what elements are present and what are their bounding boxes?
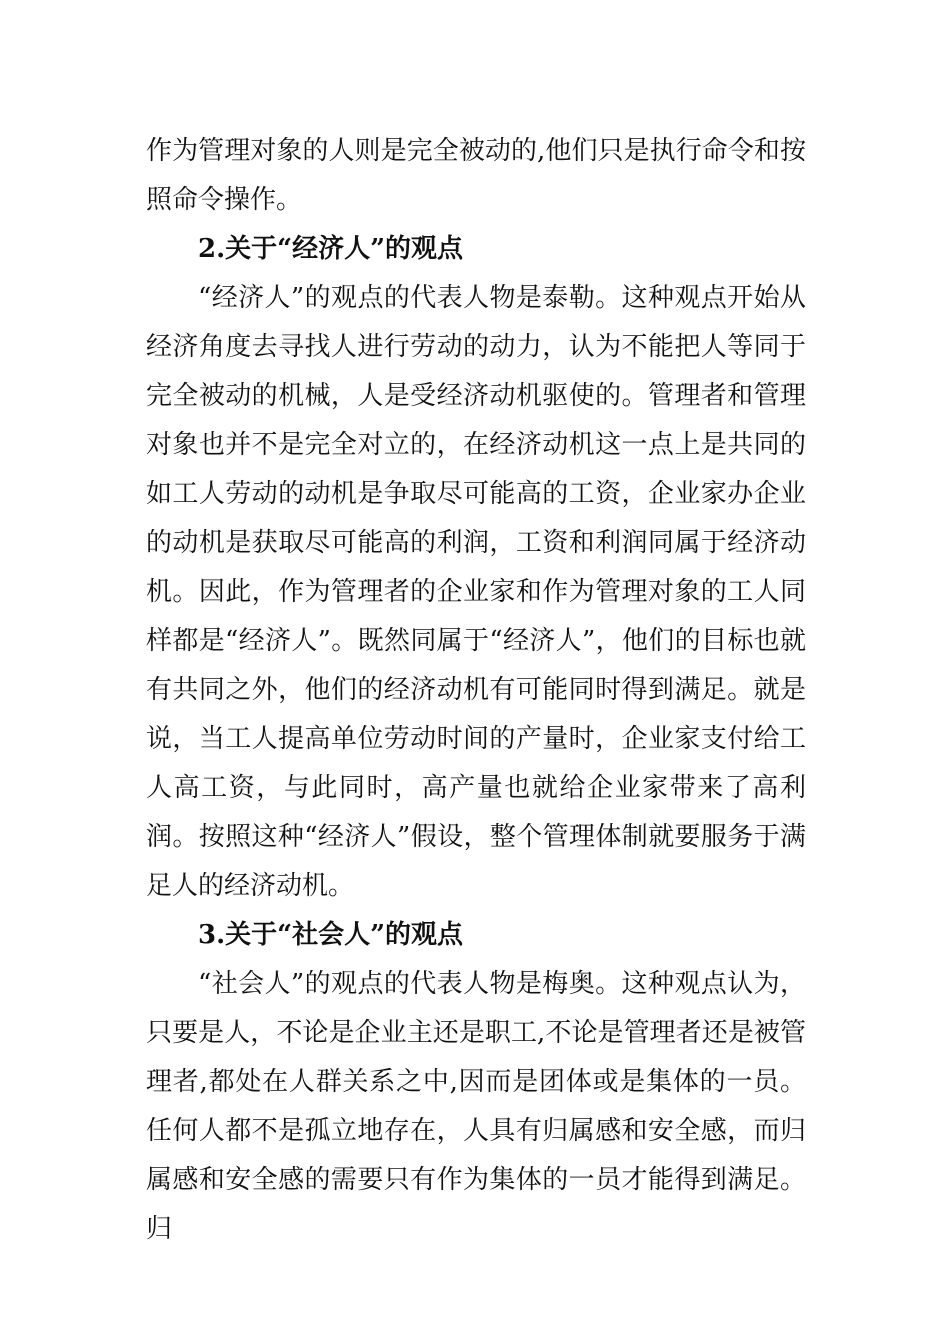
paragraph-continuation: 作为管理对象的人则是完全被动的,他们只是执行命令和按照命令操作。 [146,136,806,215]
paragraph-economic-man: “经济人”的观点的代表人物是泰勒。这种观点开始从经济角度去寻找人进行劳动的动力，认为不能把人等同于完全被动的机械，人是受经济动机驱使的。管理者和管理对象也并不是完全对立的，在经济动机这一点上是共同的如工人劳动的动机是争取尽可能高的工资，企业家办企业的动机是获取尽可能高的利润，工资和利润同属于经济动机。因此，作为管理者的企业家和作为管理对象的工人同样都是“经济人”。既然同属于“经济人”，他们的目标也就有共同之外，他们的经济动机有可能同时得到满足。就是说，当工人提高单位劳动时间的产量时，企业家支付给工人高工资，与此同时，高产量也就给企业家带来了高利润。按照这种“经济人”假设，整个管理体制就要服务于满足人的经济动机。 [146,283,806,901]
paragraph-social-man: “社会人”的观点的代表人物是梅奥。这种观点认为，只要是人，不论是企业主还是职工,不论是管理者还是被管理者,都处在人群关系之中,因而是团体或是集体的一员。任何人都不是孤立地存在，人具有归属感和安全感，而归属感和安全感的需要只有作为集体的一员才能得到满足。归 [146,969,806,1244]
document-body [146,127,806,1254]
section-heading-economic-man: 2.关于“经济人”的观点 [198,234,464,264]
section-heading-social-man: 3.关于“社会人”的观点 [198,920,464,950]
